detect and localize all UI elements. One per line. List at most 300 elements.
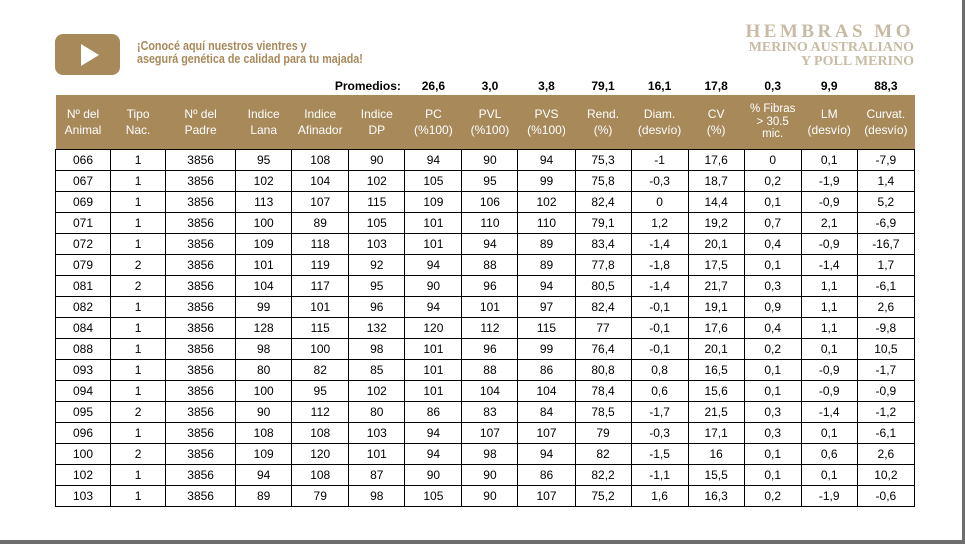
brand-line-3: Y POLL MERINO [800, 54, 914, 69]
column-header-line: Indice [360, 107, 393, 121]
table-cell: 117 [292, 276, 349, 297]
table-row [56, 276, 915, 297]
table-cell: 95 [292, 381, 349, 402]
table-cell: 102 [236, 171, 292, 192]
table-cell: 21,5 [688, 402, 744, 423]
column-header-line: Diam. [643, 107, 676, 121]
table-cell: 80,5 [575, 276, 631, 297]
table-cell: 83 [462, 402, 518, 423]
table-cell: -1,4 [801, 402, 857, 423]
table-cell: 2 [111, 276, 166, 297]
table-cell: 14,4 [688, 192, 744, 213]
table-row [56, 402, 915, 423]
table-cell: 94 [518, 444, 575, 465]
table-cell: 0,1 [801, 423, 857, 444]
table-cell: 77,8 [575, 255, 631, 276]
table-cell: 3856 [166, 192, 236, 213]
table-cell: 16 [688, 444, 744, 465]
column-header [462, 95, 518, 150]
table-cell: 100 [56, 444, 111, 465]
table-cell: 90 [462, 486, 518, 507]
table-cell: 3856 [166, 423, 236, 444]
table-cell: 1,2 [631, 213, 688, 234]
table-cell: 87 [349, 465, 405, 486]
table-cell: 104 [292, 171, 349, 192]
table-cell: 109 [236, 234, 292, 255]
table-cell: 94 [405, 297, 462, 318]
table-cell: 97 [518, 297, 575, 318]
table-cell: 1 [111, 150, 166, 171]
table-row [56, 192, 915, 213]
table-cell: 2,1 [801, 213, 857, 234]
brand-line-2: MERINO AUSTRALIANO [748, 40, 914, 55]
table-cell: 98 [349, 339, 405, 360]
column-header-line: PVL [478, 107, 502, 121]
table-cell: 89 [292, 213, 349, 234]
table-cell: -0,6 [857, 486, 914, 507]
column-header-line: > 30.5 [756, 115, 789, 128]
table-cell: 108 [236, 423, 292, 444]
table-cell: 0,3 [744, 276, 801, 297]
table-cell: -1,7 [857, 360, 914, 381]
table-cell: 1,1 [801, 318, 857, 339]
table-cell: 088 [56, 339, 111, 360]
table-cell: 94 [518, 276, 575, 297]
table-cell: 0,1 [744, 381, 801, 402]
table-cell: 112 [292, 402, 349, 423]
table-row [56, 213, 915, 234]
column-header-line: PC [425, 107, 442, 121]
table-cell: 107 [462, 423, 518, 444]
column-header [405, 95, 462, 150]
table-cell: 082 [56, 297, 111, 318]
promo-line-1: ¡Conocé aquí nuestros vientres y [137, 39, 307, 53]
table-cell: 99 [518, 171, 575, 192]
table-cell: 107 [518, 423, 575, 444]
column-header-line: % Fibras [749, 103, 796, 116]
table-cell: 115 [292, 318, 349, 339]
column-header-line: Rend. [587, 107, 620, 121]
table-cell: 0,6 [631, 381, 688, 402]
table-cell: 85 [349, 360, 405, 381]
table-cell: 18,7 [688, 171, 744, 192]
column-header-line: Nº del [184, 107, 217, 121]
column-header [801, 95, 857, 150]
table-cell: -1,1 [631, 465, 688, 486]
average-value: 3,8 [538, 79, 555, 93]
table-cell: 106 [462, 192, 518, 213]
table-cell: 20,1 [688, 234, 744, 255]
table-cell: 1 [111, 360, 166, 381]
average-value: 17,8 [704, 79, 728, 93]
average-value: 0,3 [764, 79, 782, 93]
table-cell: -9,8 [857, 318, 914, 339]
table-row [56, 423, 915, 444]
table-cell: 2,6 [857, 297, 914, 318]
table-cell: 84 [518, 402, 575, 423]
table-cell: 1 [111, 171, 166, 192]
table-cell: 3856 [166, 444, 236, 465]
table-cell: 92 [349, 255, 405, 276]
table-cell: 3856 [166, 381, 236, 402]
table-cell: 1 [111, 192, 166, 213]
table-cell: 1 [111, 318, 166, 339]
table-cell: -16,7 [857, 234, 914, 255]
averages-row [56, 77, 915, 95]
table-cell: 10,2 [857, 465, 914, 486]
column-header-line: (desvío) [864, 123, 908, 137]
table-cell: 102 [56, 465, 111, 486]
table-cell: 101 [292, 297, 349, 318]
table-cell: 105 [349, 213, 405, 234]
table-cell: 1,6 [631, 486, 688, 507]
table-cell: 2,6 [857, 444, 914, 465]
table-cell: 99 [518, 339, 575, 360]
table-cell: 3856 [166, 339, 236, 360]
table-cell: 98 [236, 339, 292, 360]
column-header-line: Curvat. [866, 107, 906, 121]
table-cell: 94 [405, 444, 462, 465]
column-header [857, 95, 914, 150]
table-cell: -6,9 [857, 213, 914, 234]
table-cell: 95 [236, 150, 292, 171]
table-cell: 82,4 [575, 297, 631, 318]
table-cell: 77 [575, 318, 631, 339]
table-cell: 96 [462, 339, 518, 360]
table-row [56, 444, 915, 465]
table-cell: 104 [462, 381, 518, 402]
table-cell: -0,9 [801, 192, 857, 213]
table-cell: 86 [405, 402, 462, 423]
table-cell: 0,2 [744, 171, 801, 192]
table-cell: 82,4 [575, 192, 631, 213]
table-cell: 120 [405, 318, 462, 339]
table-cell: 15,6 [688, 381, 744, 402]
table-cell: 99 [236, 297, 292, 318]
table-cell: 75,2 [575, 486, 631, 507]
table-cell: 100 [292, 339, 349, 360]
column-header-line: (%100) [527, 123, 566, 137]
table-cell: 17,5 [688, 255, 744, 276]
table-cell: 0,1 [801, 339, 857, 360]
table-cell: 82 [292, 360, 349, 381]
table-cell: 0 [631, 192, 688, 213]
table-cell: 1 [111, 213, 166, 234]
table-cell: 101 [405, 381, 462, 402]
table-cell: 1 [111, 339, 166, 360]
table-cell: 94 [518, 150, 575, 171]
column-header [518, 95, 575, 150]
table-cell: 108 [292, 150, 349, 171]
table-cell: -7,9 [857, 150, 914, 171]
brand-line-1: HEMBRAS MO [745, 21, 914, 42]
table-cell: 90 [349, 150, 405, 171]
table-cell: -0,9 [857, 381, 914, 402]
table-cell: 115 [518, 318, 575, 339]
column-header [56, 95, 111, 150]
table-cell: 0,2 [744, 339, 801, 360]
column-header-line: CV [707, 107, 725, 121]
table-cell: -0,1 [631, 297, 688, 318]
table-cell: 101 [405, 360, 462, 381]
table-cell: 109 [405, 192, 462, 213]
table-cell: 103 [56, 486, 111, 507]
column-header-line: Tipo [126, 107, 150, 121]
table-cell: 102 [349, 381, 405, 402]
table-cell: 067 [56, 171, 111, 192]
table-cell: -6,1 [857, 276, 914, 297]
table-cell: 101 [462, 297, 518, 318]
table-cell: 95 [462, 171, 518, 192]
table-cell: 17,6 [688, 318, 744, 339]
table-cell: 1 [111, 297, 166, 318]
table-cell: 98 [462, 444, 518, 465]
table-cell: 79 [292, 486, 349, 507]
table-row [56, 339, 915, 360]
table-cell: 084 [56, 318, 111, 339]
table-cell: 101 [405, 339, 462, 360]
table-cell: 94 [405, 255, 462, 276]
table-cell: 90 [405, 465, 462, 486]
table-cell: -0,9 [801, 360, 857, 381]
table-cell: 1,4 [857, 171, 914, 192]
table-cell: 21,7 [688, 276, 744, 297]
table-cell: 75,3 [575, 150, 631, 171]
table-cell: 16,5 [688, 360, 744, 381]
table-cell: -1,8 [631, 255, 688, 276]
table-cell: 110 [518, 213, 575, 234]
table-cell: 3856 [166, 234, 236, 255]
table-cell: 113 [236, 192, 292, 213]
table-cell: 110 [462, 213, 518, 234]
table-cell: -1,7 [631, 402, 688, 423]
table-cell: 0,1 [744, 360, 801, 381]
table-cell: 3856 [166, 465, 236, 486]
animals-table [55, 77, 915, 507]
table-cell: 104 [518, 381, 575, 402]
column-header-line: (%) [706, 123, 726, 137]
table-cell: 3856 [166, 360, 236, 381]
table-cell: 071 [56, 213, 111, 234]
video-play-button[interactable] [55, 34, 120, 75]
table-cell: 2 [111, 444, 166, 465]
brand-title [745, 22, 914, 69]
table-cell: 94 [236, 465, 292, 486]
table-cell: 80 [236, 360, 292, 381]
table-cell: 3856 [166, 318, 236, 339]
table-cell: 94 [405, 150, 462, 171]
average-value: 88,3 [874, 79, 898, 93]
table-cell: 132 [349, 318, 405, 339]
table-cell: 10,5 [857, 339, 914, 360]
average-value: 3,0 [481, 79, 499, 93]
column-header-line: Afinador [297, 123, 343, 137]
table-cell: 0,3 [744, 423, 801, 444]
table-cell: 1 [111, 486, 166, 507]
table-cell: 094 [56, 381, 111, 402]
table-row [56, 381, 915, 402]
table-cell: 115 [349, 192, 405, 213]
column-header [688, 95, 744, 150]
table-cell: 90 [405, 276, 462, 297]
table-cell: 1,7 [857, 255, 914, 276]
table-header-row [56, 95, 915, 150]
table-cell: 94 [462, 234, 518, 255]
column-header-line: DP [368, 123, 386, 137]
table-row [56, 360, 915, 381]
promo-link[interactable] [137, 40, 363, 66]
column-header [631, 95, 688, 150]
table-cell: 83,4 [575, 234, 631, 255]
table-cell: 093 [56, 360, 111, 381]
column-header [111, 95, 166, 150]
table-cell: 90 [236, 402, 292, 423]
table-row [56, 234, 915, 255]
table-row [56, 465, 915, 486]
table-cell: 96 [462, 276, 518, 297]
table-cell: 108 [292, 465, 349, 486]
column-header-line: PVS [534, 107, 559, 121]
table-cell: -0,3 [631, 171, 688, 192]
table-cell: 20,1 [688, 339, 744, 360]
play-icon [81, 44, 99, 66]
table-cell: -1,4 [801, 255, 857, 276]
table-cell: 120 [292, 444, 349, 465]
table-cell: 101 [236, 255, 292, 276]
table-cell: 128 [236, 318, 292, 339]
table-cell: 16,3 [688, 486, 744, 507]
table-cell: 102 [518, 192, 575, 213]
column-header-line: Indice [247, 107, 280, 121]
table-cell: -1,2 [857, 402, 914, 423]
table-cell: 90 [462, 465, 518, 486]
table-cell: 1,1 [801, 276, 857, 297]
table-cell: 75,8 [575, 171, 631, 192]
table-cell: 78,4 [575, 381, 631, 402]
table-cell: 89 [236, 486, 292, 507]
table-cell: 100 [236, 381, 292, 402]
table-cell: 104 [236, 276, 292, 297]
table-cell: 3856 [166, 213, 236, 234]
table-cell: 80,8 [575, 360, 631, 381]
table-cell: -0,9 [801, 381, 857, 402]
column-header [292, 95, 349, 150]
table-cell: 108 [292, 423, 349, 444]
table-cell: 80 [349, 402, 405, 423]
column-header [166, 95, 236, 150]
table-cell: 107 [292, 192, 349, 213]
table-cell: -0,3 [631, 423, 688, 444]
table-cell: 109 [236, 444, 292, 465]
column-header-line: Nº del [66, 107, 100, 121]
table-cell: 0,3 [744, 402, 801, 423]
table-cell: -0,1 [631, 339, 688, 360]
table-cell: 5,2 [857, 192, 914, 213]
table-cell: 103 [349, 234, 405, 255]
table-cell: -1,9 [801, 171, 857, 192]
table-cell: 0,8 [631, 360, 688, 381]
table-cell: 17,6 [688, 150, 744, 171]
table-cell: 101 [405, 234, 462, 255]
table-cell: 79 [575, 423, 631, 444]
column-header-line: (%100) [470, 123, 510, 137]
table-cell: 1 [111, 465, 166, 486]
table-cell: 079 [56, 255, 111, 276]
column-header-line: (desvío) [807, 123, 851, 137]
table-cell: -0,1 [631, 318, 688, 339]
table-cell: 100 [236, 213, 292, 234]
table-cell: 096 [56, 423, 111, 444]
table-cell: 82,2 [575, 465, 631, 486]
table-cell: -1,5 [631, 444, 688, 465]
table-cell: 76,4 [575, 339, 631, 360]
table-row [56, 171, 915, 192]
table-cell: 0,6 [801, 444, 857, 465]
table-cell: 3856 [166, 297, 236, 318]
table-cell: 0,4 [744, 318, 801, 339]
table-row [56, 486, 915, 507]
column-header-line: mic. [762, 128, 784, 141]
table-cell: 2 [111, 402, 166, 423]
table-cell: 1,1 [801, 297, 857, 318]
table-cell: 081 [56, 276, 111, 297]
table-cell: 107 [518, 486, 575, 507]
table-cell: 101 [349, 444, 405, 465]
table-row [56, 255, 915, 276]
column-header [236, 95, 292, 150]
table-cell: 15,5 [688, 465, 744, 486]
column-header [575, 95, 631, 150]
table-cell: 1 [111, 381, 166, 402]
column-header [349, 95, 405, 150]
column-header-line: Indice [304, 107, 337, 121]
table-cell: 069 [56, 192, 111, 213]
table-cell: 19,1 [688, 297, 744, 318]
table-cell: 102 [349, 171, 405, 192]
table-cell: 3856 [166, 255, 236, 276]
table-cell: 89 [518, 255, 575, 276]
table-row [56, 297, 915, 318]
table-cell: 78,5 [575, 402, 631, 423]
table-cell: -1 [631, 150, 688, 171]
column-header-line: (%) [593, 123, 613, 137]
table-cell: 103 [349, 423, 405, 444]
average-value: 16,1 [647, 79, 672, 93]
table-cell: 86 [518, 360, 575, 381]
table-cell: 112 [462, 318, 518, 339]
table-cell: 89 [518, 234, 575, 255]
table-cell: 105 [405, 171, 462, 192]
table-cell: 072 [56, 234, 111, 255]
column-header-line: Animal [64, 123, 102, 137]
table-cell: 19,2 [688, 213, 744, 234]
table-cell: 3856 [166, 276, 236, 297]
average-value: 26,6 [421, 79, 446, 93]
table-cell: 88 [462, 255, 518, 276]
table-cell: -1,4 [631, 234, 688, 255]
table-cell: 79,1 [575, 213, 631, 234]
table-cell: 0,1 [744, 192, 801, 213]
table-cell: -6,1 [857, 423, 914, 444]
column-header-line: (desvío) [637, 123, 682, 137]
table-cell: 82 [575, 444, 631, 465]
table-cell: 105 [405, 486, 462, 507]
table-cell: 095 [56, 402, 111, 423]
table-body [56, 150, 915, 507]
column-header-line: Padre [184, 123, 217, 137]
table-cell: 118 [292, 234, 349, 255]
table-cell: 3856 [166, 486, 236, 507]
